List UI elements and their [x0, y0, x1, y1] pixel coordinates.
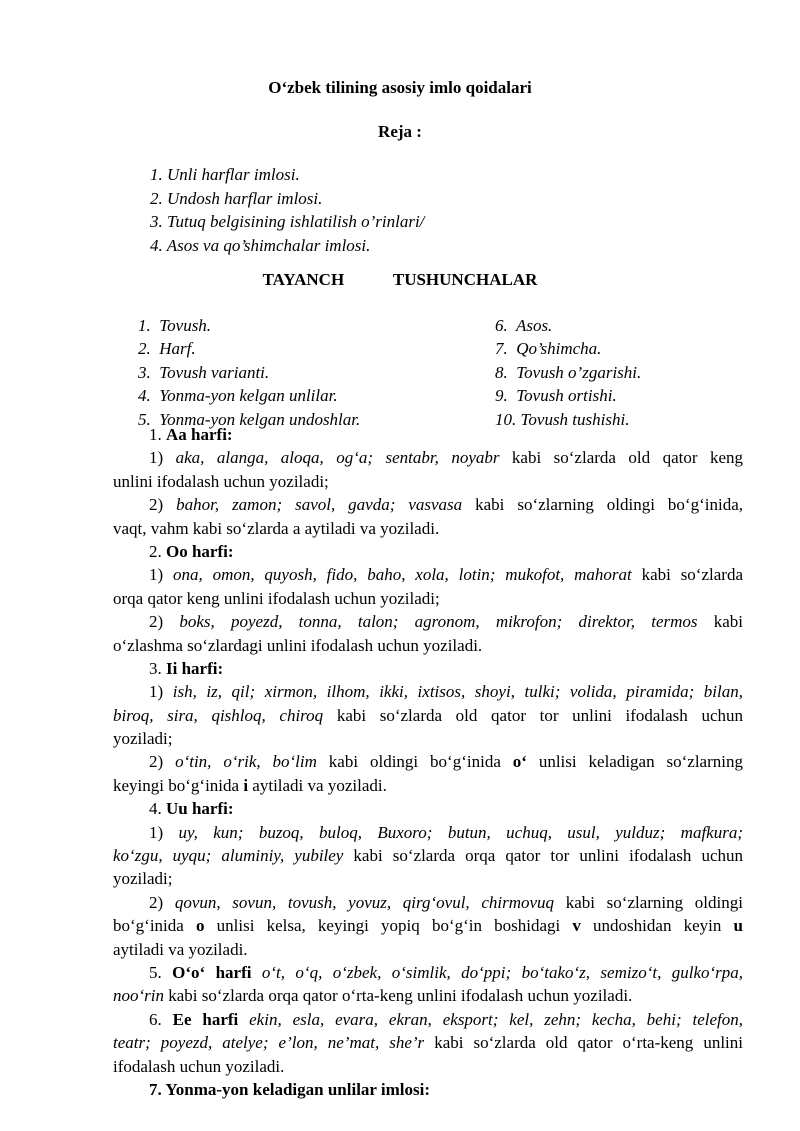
paragraph-line: yoziladi;: [113, 729, 173, 749]
plan-item: 3. Tutuq belgisining ishlatilish o’rinlari/: [150, 212, 425, 231]
concept-item: 1. Tovush.: [138, 316, 212, 335]
paragraph-line: ifodalash uchun yoziladi.: [113, 1056, 285, 1076]
concept-item: 3. Tovush varianti.: [138, 362, 270, 382]
concept-item: 7. Qo’shimcha.: [495, 339, 602, 359]
section-heading-ii: 3. Ii harfi:: [149, 658, 224, 678]
paragraph-line: 1) ish, iz, qil; xirmon, ilhom, ikki, ixtisos, shoyi, tulki; volida, piramida; bilan,: [149, 682, 743, 702]
paragraph-line: yoziladi;: [113, 869, 173, 889]
concept-item: 6. Asos.: [495, 316, 553, 335]
paragraph-line: noo‘rin kabi so‘zlarda orqa qator o‘rta-keng unlini ifodalash uchun yoziladi.: [113, 986, 633, 1006]
paragraph-line: 1) uy, kun; buzoq, buloq, Buxoro; butun, uchuq, usul, yulduz; mafkura;: [149, 822, 743, 842]
paragraph-line: 2) qovun, sovun, tovush, yovuz, qirg‘ovul, chirmovuq kabi so‘zlarning oldingi: [149, 892, 743, 912]
document-title: O‘zbek tilining asosiy imlo qoidalari: [268, 78, 532, 97]
paragraph-line: orqa qator keng unlini ifodalash uchun yoziladi;: [113, 588, 440, 608]
section-heading-o-o: 5. O‘o‘ harfi o‘t, o‘q, o‘zbek, o‘simlik, do‘ppi; bo‘tako‘z, semizo‘t, gulko‘rpa,: [149, 962, 744, 982]
section-heading-oo: 2. Oo harfi:: [149, 541, 234, 561]
plan-list: [150, 163, 424, 257]
paragraph-line: 2) boks, poyezd, tonna, talon; agronom, mikrofon; direktor, termos kabi: [149, 612, 743, 632]
paragraph-line: 2) bahor, zamon; savol, gavda; vasvasa kabi so‘zlarning oldingi bo‘g‘inida,: [149, 495, 743, 515]
paragraph-line: biroq, sira, qishloq, chiroq kabi so‘zlarda old qator tor unlini ifodalash uchun: [113, 705, 743, 725]
paragraph-line: 1) aka, alanga, aloqa, og‘a; sentabr, noyabr kabi so‘zlarda old qator keng: [149, 448, 744, 468]
concepts-heading: TAYANCH TUSHUNCHALAR: [262, 270, 538, 289]
concept-item: 5. Yonma-yon kelgan undoshlar.: [138, 409, 361, 429]
section-heading-uu: 4. Uu harfi:: [149, 799, 234, 819]
paragraph-line: unlini ifodalash uchun yoziladi;: [113, 471, 329, 491]
paragraph-line: ko‘zgu, uyqu; aluminiy, yubiley kabi so‘zlarda orqa qator tor unlini ifodalash uchun: [113, 846, 743, 866]
paragraph-line: bo‘g‘inida o unlisi kelsa, keyingi yopiq bo‘g‘in boshidagi v undoshidan keyin u: [113, 916, 743, 936]
concepts-list-left: [138, 314, 360, 431]
concept-item: 2. Harf.: [138, 339, 196, 359]
section-heading-vowel-clusters: 7. Yonma-yon keladigan unlilar imlosi:: [149, 1079, 431, 1099]
plan-heading: Reja :: [378, 122, 422, 141]
paragraph-line: vaqt, vahm kabi so‘zlarda a aytiladi va yoziladi.: [113, 518, 440, 538]
document-body: [113, 423, 743, 1101]
plan-item: 2. Undosh harflar imlosi.: [150, 188, 323, 208]
paragraph-line: aytiladi va yoziladi.: [113, 939, 248, 959]
concept-item: 10. Tovush tushishi.: [495, 409, 630, 429]
paragraph-line: teatr; poyezd, atelye; e’lon, ne’mat, she’r kabi so‘zlarda old qator o‘rta-keng unlini: [113, 1033, 744, 1053]
concept-item: 8. Tovush o’zgarishi.: [495, 362, 642, 382]
plan-item: 1. Unli harflar imlosi.: [150, 165, 300, 184]
section-heading-aa: 1. Aa harfi:: [149, 425, 233, 444]
paragraph-line: 2) o‘tin, o‘rik, bo‘lim kabi oldingi bo‘g‘inida o‘ unlisi keladigan so‘zlarning: [149, 752, 743, 772]
paragraph-line: o‘zlashma so‘zlardagi unlini ifodalash uchun yoziladi.: [113, 635, 483, 655]
paragraph-line: 1) ona, omon, quyosh, fido, baho, xola, lotin; mukofot, mahorat kabi so‘zlarda: [149, 565, 743, 585]
concept-item: 4. Yonma-yon kelgan unlilar.: [138, 386, 338, 406]
concepts-list-right: [495, 314, 641, 431]
paragraph-line: keyingi bo‘g‘inida i aytiladi va yoziladi.: [113, 775, 387, 795]
plan-item: 4. Asos va qo’shimchalar imlosi.: [150, 235, 371, 255]
section-heading-ee: 6. Ee harfi ekin, esla, evara, ekran, eksport; kel, zehn; kecha, behi; telefon,: [149, 1009, 743, 1029]
concept-item: 9. Tovush ortishi.: [495, 386, 617, 406]
